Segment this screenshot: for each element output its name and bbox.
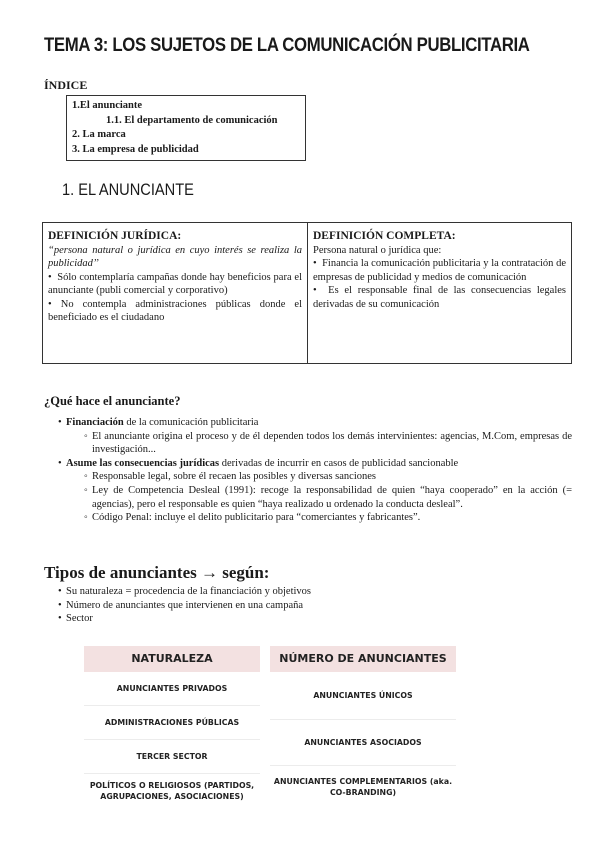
sub-list-item: ◦ Ley de Competencia Desleal (1991): recoge la responsabilidad de quien “haya cooperado” en la acción (= agencias), pero el responsable es quien “haya realizado u ordenado la conducta desleal”. (58, 484, 572, 511)
sub-list-item: ◦ Código Penal: incluye el delito publicitario para “comerciantes y fabricantes”. (58, 511, 572, 525)
legal-definition-title: DEFINICIÓN JURÍDICA: (48, 230, 182, 242)
sub-list-item: ◦ El anunciante origina el proceso y de él dependen todos los demás intervinientes: agencias, M.Com, empresas de investigación... (58, 430, 572, 457)
list-item: • Sector (58, 612, 311, 626)
legal-definition-bullet: • No contempla administraciones públicas donde el beneficiado es el ciudadano (48, 298, 302, 323)
table-cell: TERCER SECTOR (84, 740, 260, 774)
legal-definition-cell (43, 223, 308, 363)
toc-item[interactable]: 3. La empresa de publicidad (72, 143, 199, 155)
table-cell: ADMINISTRACIONES PÚBLICAS (84, 706, 260, 740)
toc-item[interactable]: 2. La marca (72, 129, 126, 140)
legal-definition-quote: “persona natural o jurídica en cuyo interés se realiza la publicidad’’ (48, 244, 302, 269)
tipos-heading: Tipos de anunciantes → según: (44, 563, 270, 582)
table-of-contents (66, 95, 306, 161)
table-cell: ANUNCIANTES ASOCIADOS (270, 720, 456, 766)
complete-definition-bullet: • Es el responsable final de las consecuencias legales derivadas de su comunicación (313, 285, 566, 310)
sub-list-item: ◦ Responsable legal, sobre él recaen las posibles y diversas sanciones (58, 470, 572, 484)
list-item: • Asume las consecuencias jurídicas derivadas de incurrir en casos de publicidad sancionable (58, 457, 572, 471)
list-item: • Número de anunciantes que intervienen en una campaña (58, 599, 311, 613)
complete-definition-cell (308, 223, 571, 363)
complete-definition-bullet: • Financia la comunicación publicitaria y la contratación de empresas de publicidad y medios de comunicación (313, 258, 566, 283)
tipos-list (58, 585, 311, 626)
numero-anunciantes-table (270, 646, 456, 808)
naturaleza-header: NATURALEZA (84, 646, 260, 672)
table-cell: ANUNCIANTES ÚNICOS (270, 672, 456, 720)
toc-item[interactable]: 1.1. El departamento de comunicación (106, 114, 278, 126)
complete-definition-intro: Persona natural o jurídica que: (313, 244, 442, 256)
que-hace-list (58, 416, 572, 525)
complete-definition-title: DEFINICIÓN COMPLETA: (313, 230, 456, 242)
table-cell: ANUNCIANTES PRIVADOS (84, 672, 260, 706)
table-cell: POLÍTICOS O RELIGIOSOS (PARTIDOS, AGRUPACIONES, ASOCIACIONES) (89, 781, 255, 801)
page-title: TEMA 3: LOS SUJETOS DE LA COMUNICACIÓN PUBLICITARIA (44, 34, 530, 56)
naturaleza-table (84, 646, 260, 808)
list-item: • Su naturaleza = procedencia de la financiación y objetivos (58, 585, 311, 599)
table-cell: ANUNCIANTES COMPLEMENTARIOS (aka. CO-BRANDING) (273, 777, 453, 797)
que-hace-heading: ¿Qué hace el anunciante? (44, 394, 181, 408)
legal-definition-bullet: • Sólo contemplaría campañas donde hay beneficios para el anunciante (publi comercial y corporativo) (48, 271, 302, 296)
list-item: • Financiación de la comunicación publicitaria (58, 416, 572, 430)
section-heading: 1. EL ANUNCIANTE (62, 180, 194, 199)
definitions-table (42, 222, 572, 364)
toc-item[interactable]: 1.El anunciante (72, 100, 143, 111)
index-label: ÍNDICE (44, 78, 88, 92)
numero-anunciantes-header: NÚMERO DE ANUNCIANTES (270, 646, 456, 672)
